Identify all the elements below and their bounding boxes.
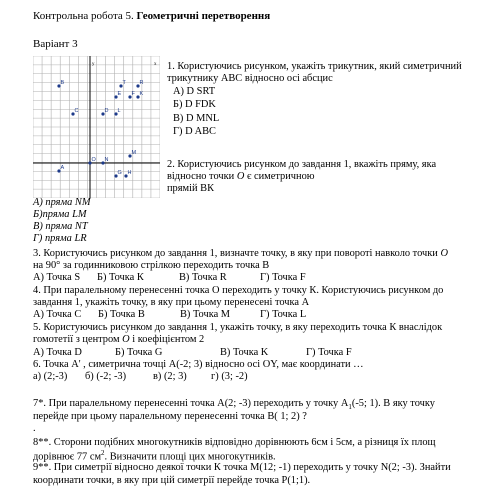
point-k-label: K <box>139 91 144 97</box>
point-e-label: E <box>117 91 122 97</box>
q2-text-2b: є симетричною <box>244 171 315 182</box>
grid-lines <box>33 56 160 198</box>
q5-option-d: Г) Точка F <box>306 347 352 358</box>
q7-text-1a: 7*. При паралельному перенесенні точка А(2; -3) переходить у точку А <box>33 398 349 409</box>
q7-text-1b: (-5; 1). В яку точку <box>351 398 435 409</box>
q1-text-line2: трикутнику АВС відносно осі абсцис <box>167 73 333 84</box>
q8-text-2a: дорівнює 77 см <box>33 451 102 463</box>
q6-option-a: а) (2;-3) <box>33 371 68 382</box>
q2-option-c: В) пряма NT <box>33 221 88 232</box>
q4-text-line2: завдання 1, укажіть точку, в яку при цьому перенесені точка А <box>33 297 310 308</box>
title-bold: Геометричні перетворення <box>136 10 271 22</box>
separator-dot: . <box>33 423 36 434</box>
q7-text-line1 <box>33 398 435 411</box>
q2-option-b: Б)пряма LM <box>33 209 87 220</box>
q2-text-line3: прямій ВК <box>167 183 215 194</box>
q5-text-line2 <box>33 334 204 346</box>
point-f-label: F <box>131 91 135 97</box>
q3-option-c: В) Точка R <box>179 272 227 283</box>
point-h-label: H <box>127 170 132 176</box>
coordinate-grid-figure <box>33 56 160 198</box>
q4-options <box>33 309 306 321</box>
q4-option-d: Г) Точка L <box>260 309 307 320</box>
y-axis-label: y <box>92 62 95 67</box>
q4-text-line1: 4. При паралельному перенесенні точка О переходить у точку К. Користуючись рисунком до <box>33 285 444 296</box>
point-t-label: T <box>122 80 126 86</box>
q2-option-a: А) пряма NM <box>33 197 91 208</box>
q8-text-2b: . Визначити площі цих многокутників. <box>104 451 276 463</box>
q7-text-line2: перейде при цьому паралельному перенесенні точка В( 1; 2) ? <box>33 411 307 422</box>
q2-point-o: О <box>236 171 245 182</box>
q5-options <box>33 347 352 359</box>
point-n-label: N <box>104 157 109 163</box>
q3-text-line2: на 90° за годинниковою стрілкою переходить точка В <box>33 260 270 271</box>
q5-point-o: О <box>122 334 130 345</box>
q6-option-b: б) (-2; -3) <box>85 371 127 382</box>
q5-option-b: Б) Точка G <box>115 347 163 358</box>
q3-option-d: Г) Точка F <box>260 272 306 283</box>
q1-option-b: Б) D FDK <box>173 99 216 110</box>
q3-point-o: О <box>440 248 448 259</box>
q5-text-2b: і коефіцієнтом 2 <box>129 334 205 345</box>
q5-text-2a: гомотетії з центром <box>33 334 123 345</box>
q3-options <box>33 272 306 284</box>
q2-option-d: Г) пряма LR <box>33 233 87 244</box>
q9-text-line2: координати точки, в яку при цій симетрії перейде точка Р(1;1). <box>33 475 311 486</box>
point-g-label: G <box>117 170 122 176</box>
q1-text-line1: 1. Користуючись рисунком, укажіть трикутник, який симетричний <box>167 61 462 72</box>
q6-option-c: в) (2; 3) <box>153 371 187 382</box>
point-d-label: D <box>104 108 109 114</box>
q6-text: 6. Точка А' , симетрична точці А(-2; 3) відносно осі OY, має координати … <box>33 359 364 370</box>
point-c-label: C <box>74 108 79 114</box>
page-title <box>33 10 270 23</box>
q1-option-a: А) D SRT <box>173 86 216 97</box>
q8-superscript: 2 <box>101 449 105 457</box>
q1-option-c: В) D MNL <box>173 113 220 124</box>
q5-text-line1: 5. Користуючись рисунком до завдання 1, укажіть точку, в яку переходить точка К внаслідок <box>33 322 443 333</box>
point-m-label: M <box>131 150 137 156</box>
point-b-label: B <box>60 80 65 86</box>
q4-option-b: Б) Точка В <box>98 309 145 320</box>
point-a-label: A <box>60 165 65 171</box>
q5-option-c: В) Точка K <box>220 347 269 358</box>
q3-text-line1 <box>33 248 448 260</box>
q3-option-b: Б) Точка К <box>97 272 144 283</box>
q6-options <box>33 371 248 383</box>
point-l-label: L <box>117 108 121 114</box>
q9-text-line1: 9**. При симетрії відносно деякої точки К точка М(12; -1) переходить у точку N(2; -3). Знайти <box>33 462 451 473</box>
point-r-label: R <box>139 80 144 86</box>
title-prefix: Контрольна робота 5. <box>33 10 137 22</box>
q3-option-a: А) Точка S <box>33 272 81 283</box>
q2-text-line2 <box>167 171 315 183</box>
q5-option-a: А) Точка D <box>33 347 82 358</box>
q2-text-line1: 2. Користуючись рисунком до завдання 1, вкажіть пряму, яка <box>167 159 437 170</box>
q2-text-2a: відносно точки <box>167 171 237 182</box>
q4-option-c: В) Точка М <box>180 309 231 320</box>
x-axis-label: x <box>154 62 157 67</box>
point-o-label: O <box>91 157 96 163</box>
q3-text-1a: 3. Користуючись рисунком до завдання 1, визначте точку, в яку при повороті навколо точки <box>33 248 441 259</box>
q8-text-line1: 8**. Сторони подібних многокутників відповідно дорівнюють 6см і 5см, а різниця їх площ <box>33 437 436 448</box>
q6-option-d: г) (3; -2) <box>211 371 248 382</box>
q1-option-d: Г) D ABC <box>173 126 216 137</box>
q4-option-a: А) Точка С <box>33 309 82 320</box>
variant-label: Варіант 3 <box>33 38 78 50</box>
q7-subscript: 1 <box>348 403 352 412</box>
